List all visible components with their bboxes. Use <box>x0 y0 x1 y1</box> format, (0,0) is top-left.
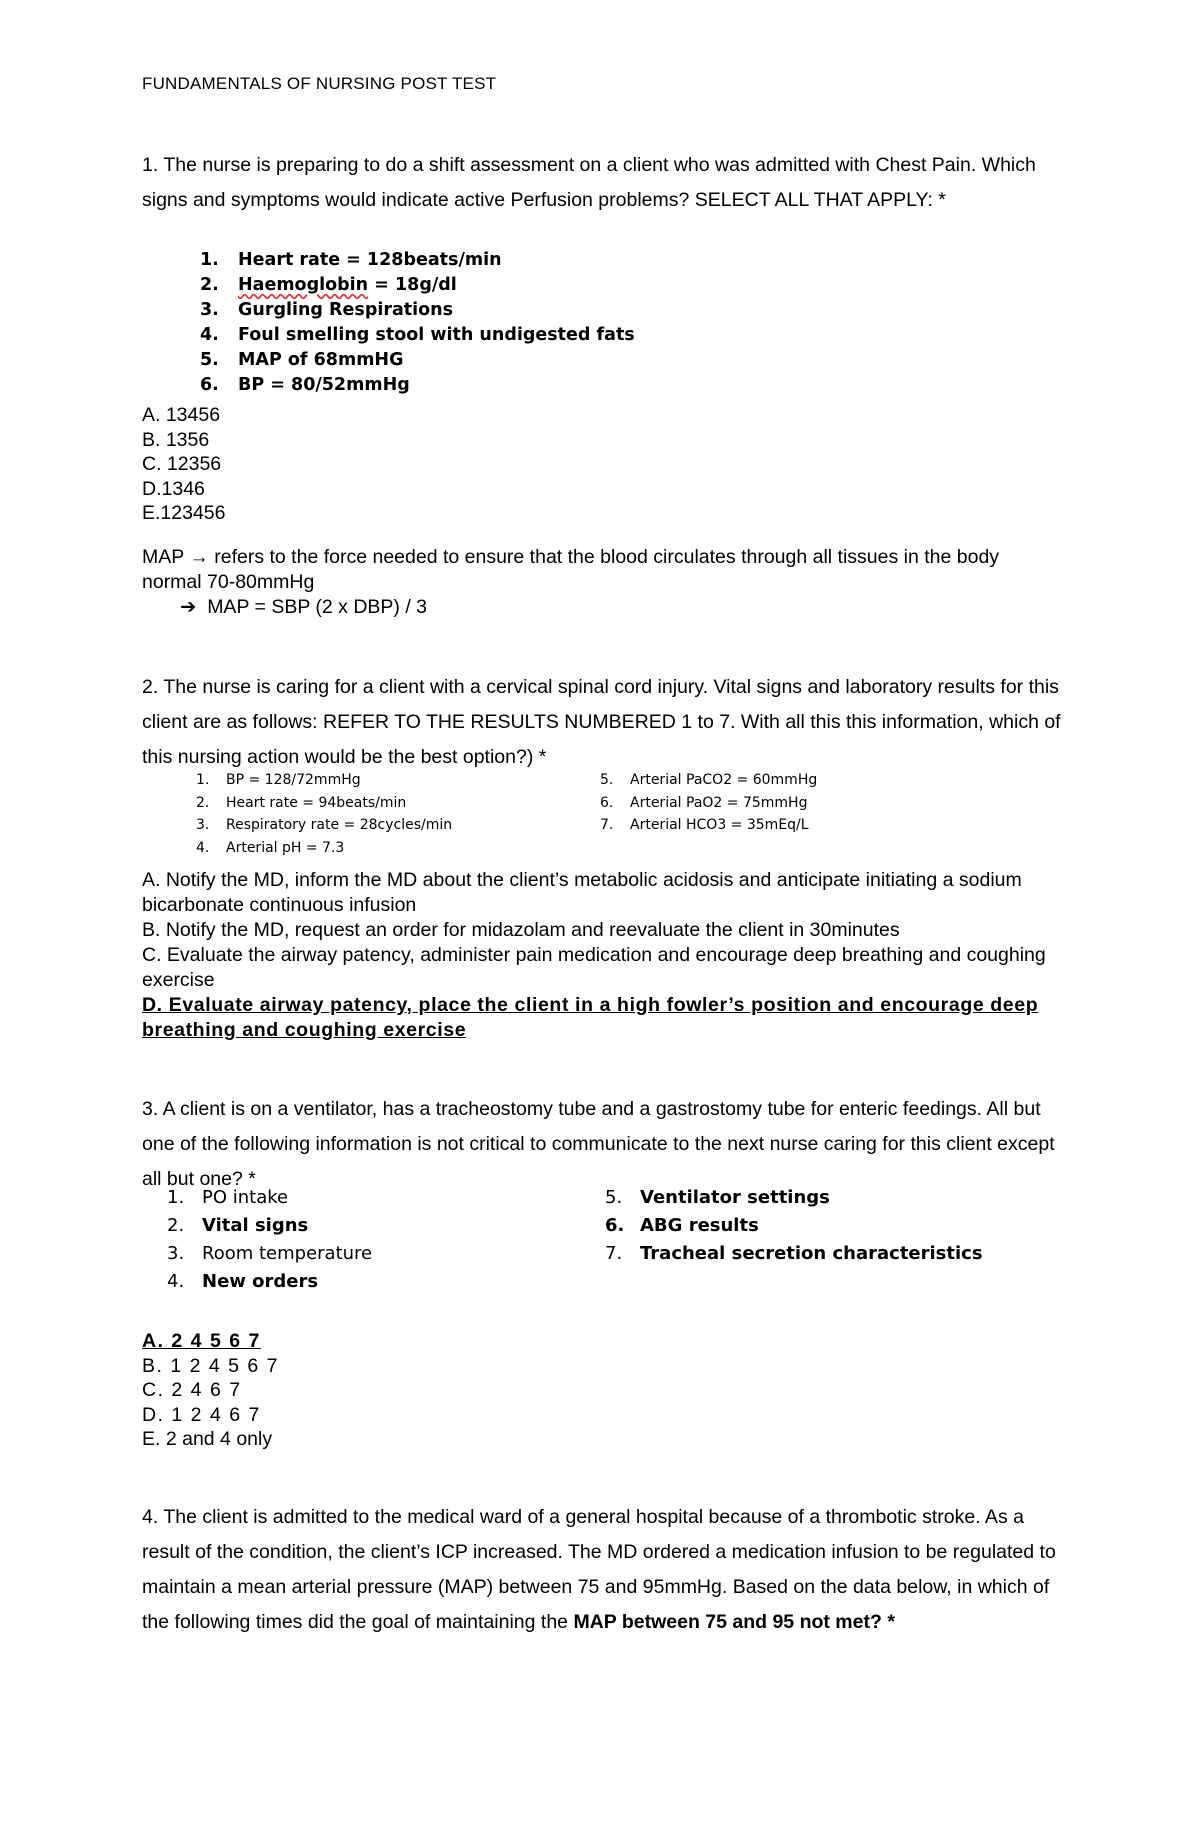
option-a: A. 13456 <box>142 404 221 426</box>
document-title: FUNDAMENTALS OF NURSING POST TEST <box>142 74 497 93</box>
list-item: 4. Foul smelling stool with undigested fats <box>200 325 635 345</box>
list-item: 2. Vital signs <box>167 1215 309 1236</box>
option-d-correct-answer: D. Evaluate airway patency, place the client in a high fowler’s position and encourage deep breathing and coughing exercise <box>142 994 1039 1041</box>
option-c: C. 12356 <box>142 453 222 476</box>
option-c: C. Evaluate the airway patency, administer pain medication and encourage deep breathing and coughing exercise <box>142 944 1046 991</box>
arrow-icon: ➔ <box>180 596 197 618</box>
list-item: 6. BP = 80/52mmHg <box>200 375 410 395</box>
question-1-options <box>142 403 1072 526</box>
list-item: 7. Tracheal secretion characteristics <box>605 1243 983 1264</box>
question-2-options <box>142 868 1072 1043</box>
question-3-stem: 3. A client is on a ventilator, has a tracheostomy tube and a gastrostomy tube for enteric feedings. All but one of the following information is not critical to communicate to the next nurse caring for this client except all but one? * <box>142 1098 1055 1190</box>
option-b: B. Notify the MD, request an order for midazolam and reevaluate the client in 30minutes <box>142 919 900 941</box>
map-formula: ➔ MAP = SBP (2 x DBP) / 3 <box>180 596 428 618</box>
question-4-emphasis: MAP between 75 and 95 not met? * <box>573 1611 895 1633</box>
option-d: D. 1 2 4 6 7 <box>142 1403 261 1426</box>
option-b: B. 1356 <box>142 428 210 451</box>
option-e: E.123456 <box>142 502 226 525</box>
list-item: 4. Arterial pH = 7.3 <box>196 839 345 856</box>
question-4-stem: 4. The client is admitted to the medical ward of a general hospital because of a thrombotic stroke. As a result of the condition, the client’s ICP increased. The MD ordered a medication infusion to be regulated to maintain a mean arterial pressure (MAP) between 75 and 95mmHg. Based on the data below, in which of the following times did the goal of maintaining the MAP between 75 and 95 not met? * <box>142 1506 1056 1633</box>
list-item: 3. Gurgling Respirations <box>200 300 454 320</box>
list-item: 6. ABG results <box>605 1215 759 1236</box>
list-item: 4. New orders <box>167 1271 319 1292</box>
misspelled-word: Haemoglobin <box>238 275 369 295</box>
option-a: A. Notify the MD, inform the MD about the client’s metabolic acidosis and anticipate initiating a sodium bicarbonate continuous infusion <box>142 869 1022 916</box>
option-a-correct-answer: A. 2 4 5 6 7 <box>142 1330 261 1352</box>
option-e: E. 2 and 4 only <box>142 1428 273 1451</box>
option-c: C. 2 4 6 7 <box>142 1379 242 1402</box>
list-item: 5. MAP of 68mmHG <box>200 350 404 370</box>
list-item: 5. Arterial PaCO2 = 60mmHg <box>600 772 818 788</box>
question-3-options <box>142 1329 1072 1452</box>
list-item: 7. Arterial HCO3 = 35mEq/L <box>600 817 809 833</box>
list-item: 6. Arterial PaO2 = 75mmHg <box>600 794 808 811</box>
question-3-items-right <box>605 1184 983 1268</box>
list-item: 1. Heart rate = 128beats/min <box>200 250 502 270</box>
list-item: 3. Room temperature <box>167 1243 373 1264</box>
list-item: 1. BP = 128/72mmHg <box>196 772 361 788</box>
list-item: 3. Respiratory rate = 28cycles/min <box>196 817 453 833</box>
list-item: 2. Heart rate = 94beats/min <box>196 794 407 811</box>
list-item: 5. Ventilator settings <box>605 1187 830 1208</box>
option-b: B. 1 2 4 5 6 7 <box>142 1354 280 1377</box>
question-3-items-left <box>167 1184 372 1296</box>
list-item: 1. PO intake <box>167 1187 289 1208</box>
question-2-stem: 2. The nurse is caring for a client with a cervical spinal cord injury. Vital signs and laboratory results for this client are as follows: REFER TO THE RESULTS NUMBERED 1 to 7. With all this this information, which of this nursing action would be the best option?) * <box>142 676 1061 768</box>
map-note: MAP → refers to the force needed to ensure that the blood circulates through all tissues in the body normal 70-80mmHg <box>142 546 1000 593</box>
list-item: 2. Haemoglobin = 18g/dl <box>200 275 457 295</box>
question-2-vitals-right <box>600 769 817 837</box>
question-1-stem: 1. The nurse is preparing to do a shift assessment on a client who was admitted with Chest Pain. Which signs and symptoms would indicate active Perfusion problems? SELECT ALL THAT APPLY: * <box>142 154 1036 211</box>
question-1-item-list <box>200 248 635 398</box>
question-2-vitals-left <box>196 769 452 859</box>
option-d: D.1346 <box>142 477 205 500</box>
